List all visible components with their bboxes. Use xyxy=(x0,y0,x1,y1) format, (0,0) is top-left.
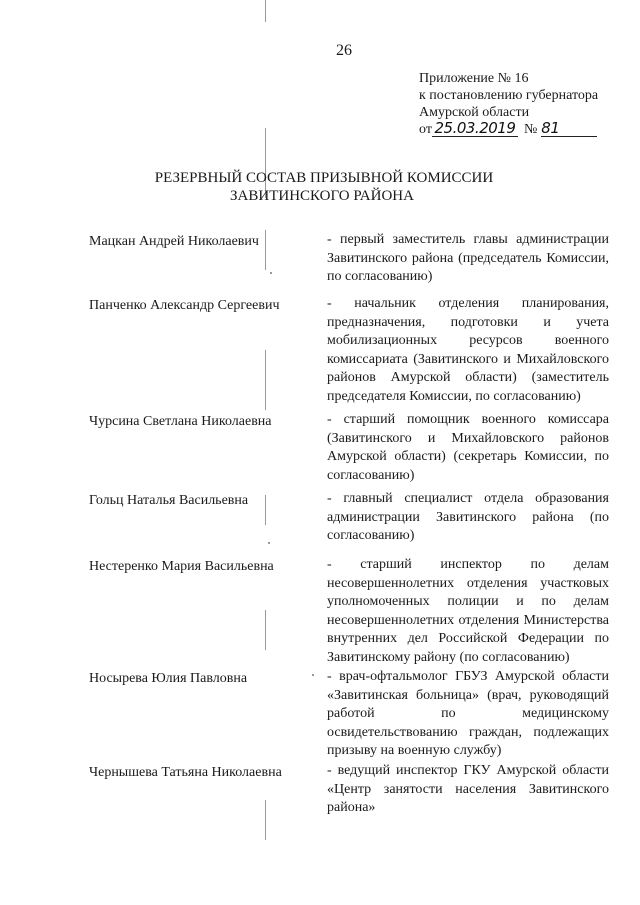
title-line-1: РЕЗЕРВНЫЙ СОСТАВ ПРИЗЫВНОЙ КОМИССИИ xyxy=(154,170,494,186)
decree-number: 81 xyxy=(541,121,597,137)
scan-speck xyxy=(268,542,270,544)
member-role: - начальник отделения планирования, предназначения, подготовки и учета мобилизационных ресурсов военного комиссариата (Завитинского и Михайловского районов Амурской области) (заместитель председателя Комиссии, по согласованию) xyxy=(327,296,609,404)
member-name: Нестеренко Мария Васильевна xyxy=(89,559,274,574)
member-role: - старший инспектор по делам несовершеннолетних отделения участковых уполномоченных полиции и по делам несовершеннолетних отделения Министерства внутренних дел Российской Федерации по Завитинскому району (по согласованию) xyxy=(327,557,609,665)
scan-speck xyxy=(270,272,272,274)
document-title xyxy=(0,169,640,205)
member-name: Гольц Наталья Васильевна xyxy=(89,493,249,508)
appendix-date-number-line xyxy=(419,121,598,138)
member-name: Мацкан Андрей Николаевич xyxy=(89,234,259,249)
scan-artifact-line xyxy=(265,350,266,410)
scan-artifact-line xyxy=(265,495,266,525)
from-label: от xyxy=(419,122,432,137)
member-role: - первый заместитель главы администрации Завитинского района (председатель Комиссии, по согласованию) xyxy=(327,232,609,285)
title-line-2: ЗАВИТИНСКОГО РАЙОНА xyxy=(230,188,414,204)
decree-date: 25.03.2019 xyxy=(432,121,518,137)
member-role: - старший помощник военного комиссара (Завитинского и Михайловского районов Амурской области) (секретарь Комиссии, по согласованию) xyxy=(327,412,609,483)
scan-speck xyxy=(312,674,314,676)
scan-artifact-line xyxy=(265,610,266,650)
member-name: Чернышева Татьяна Николаевна xyxy=(89,765,282,780)
appendix-decree: к постановлению губернатора xyxy=(419,88,599,103)
appendix-header xyxy=(419,70,598,138)
member-name: Чурсина Светлана Николаевна xyxy=(89,414,272,429)
member-role: - ведущий инспектор ГКУ Амурской области «Центр занятости населения Завитинского района» xyxy=(327,763,609,816)
appendix-number: Приложение № 16 xyxy=(419,71,529,86)
member-role: - главный специалист отдела образования администрации Завитинского района (по согласованию) xyxy=(327,491,609,544)
scan-artifact-line xyxy=(265,230,266,270)
scan-artifact-line xyxy=(265,0,266,22)
appendix-region: Амурской области xyxy=(419,105,530,120)
scan-artifact-line xyxy=(265,800,266,840)
number-label: № xyxy=(523,122,538,137)
member-name: Панченко Александр Сергеевич xyxy=(89,298,280,313)
page-number: 26 xyxy=(336,42,352,59)
member-name: Носырева Юлия Павловна xyxy=(89,671,248,686)
member-role: - врач-офтальмолог ГБУЗ Амурской области «Завитинская больница» (врач, руководящий работой по медицинскому освидетельствованию граждан, подлежащих призыву на военную службу) xyxy=(327,669,609,759)
